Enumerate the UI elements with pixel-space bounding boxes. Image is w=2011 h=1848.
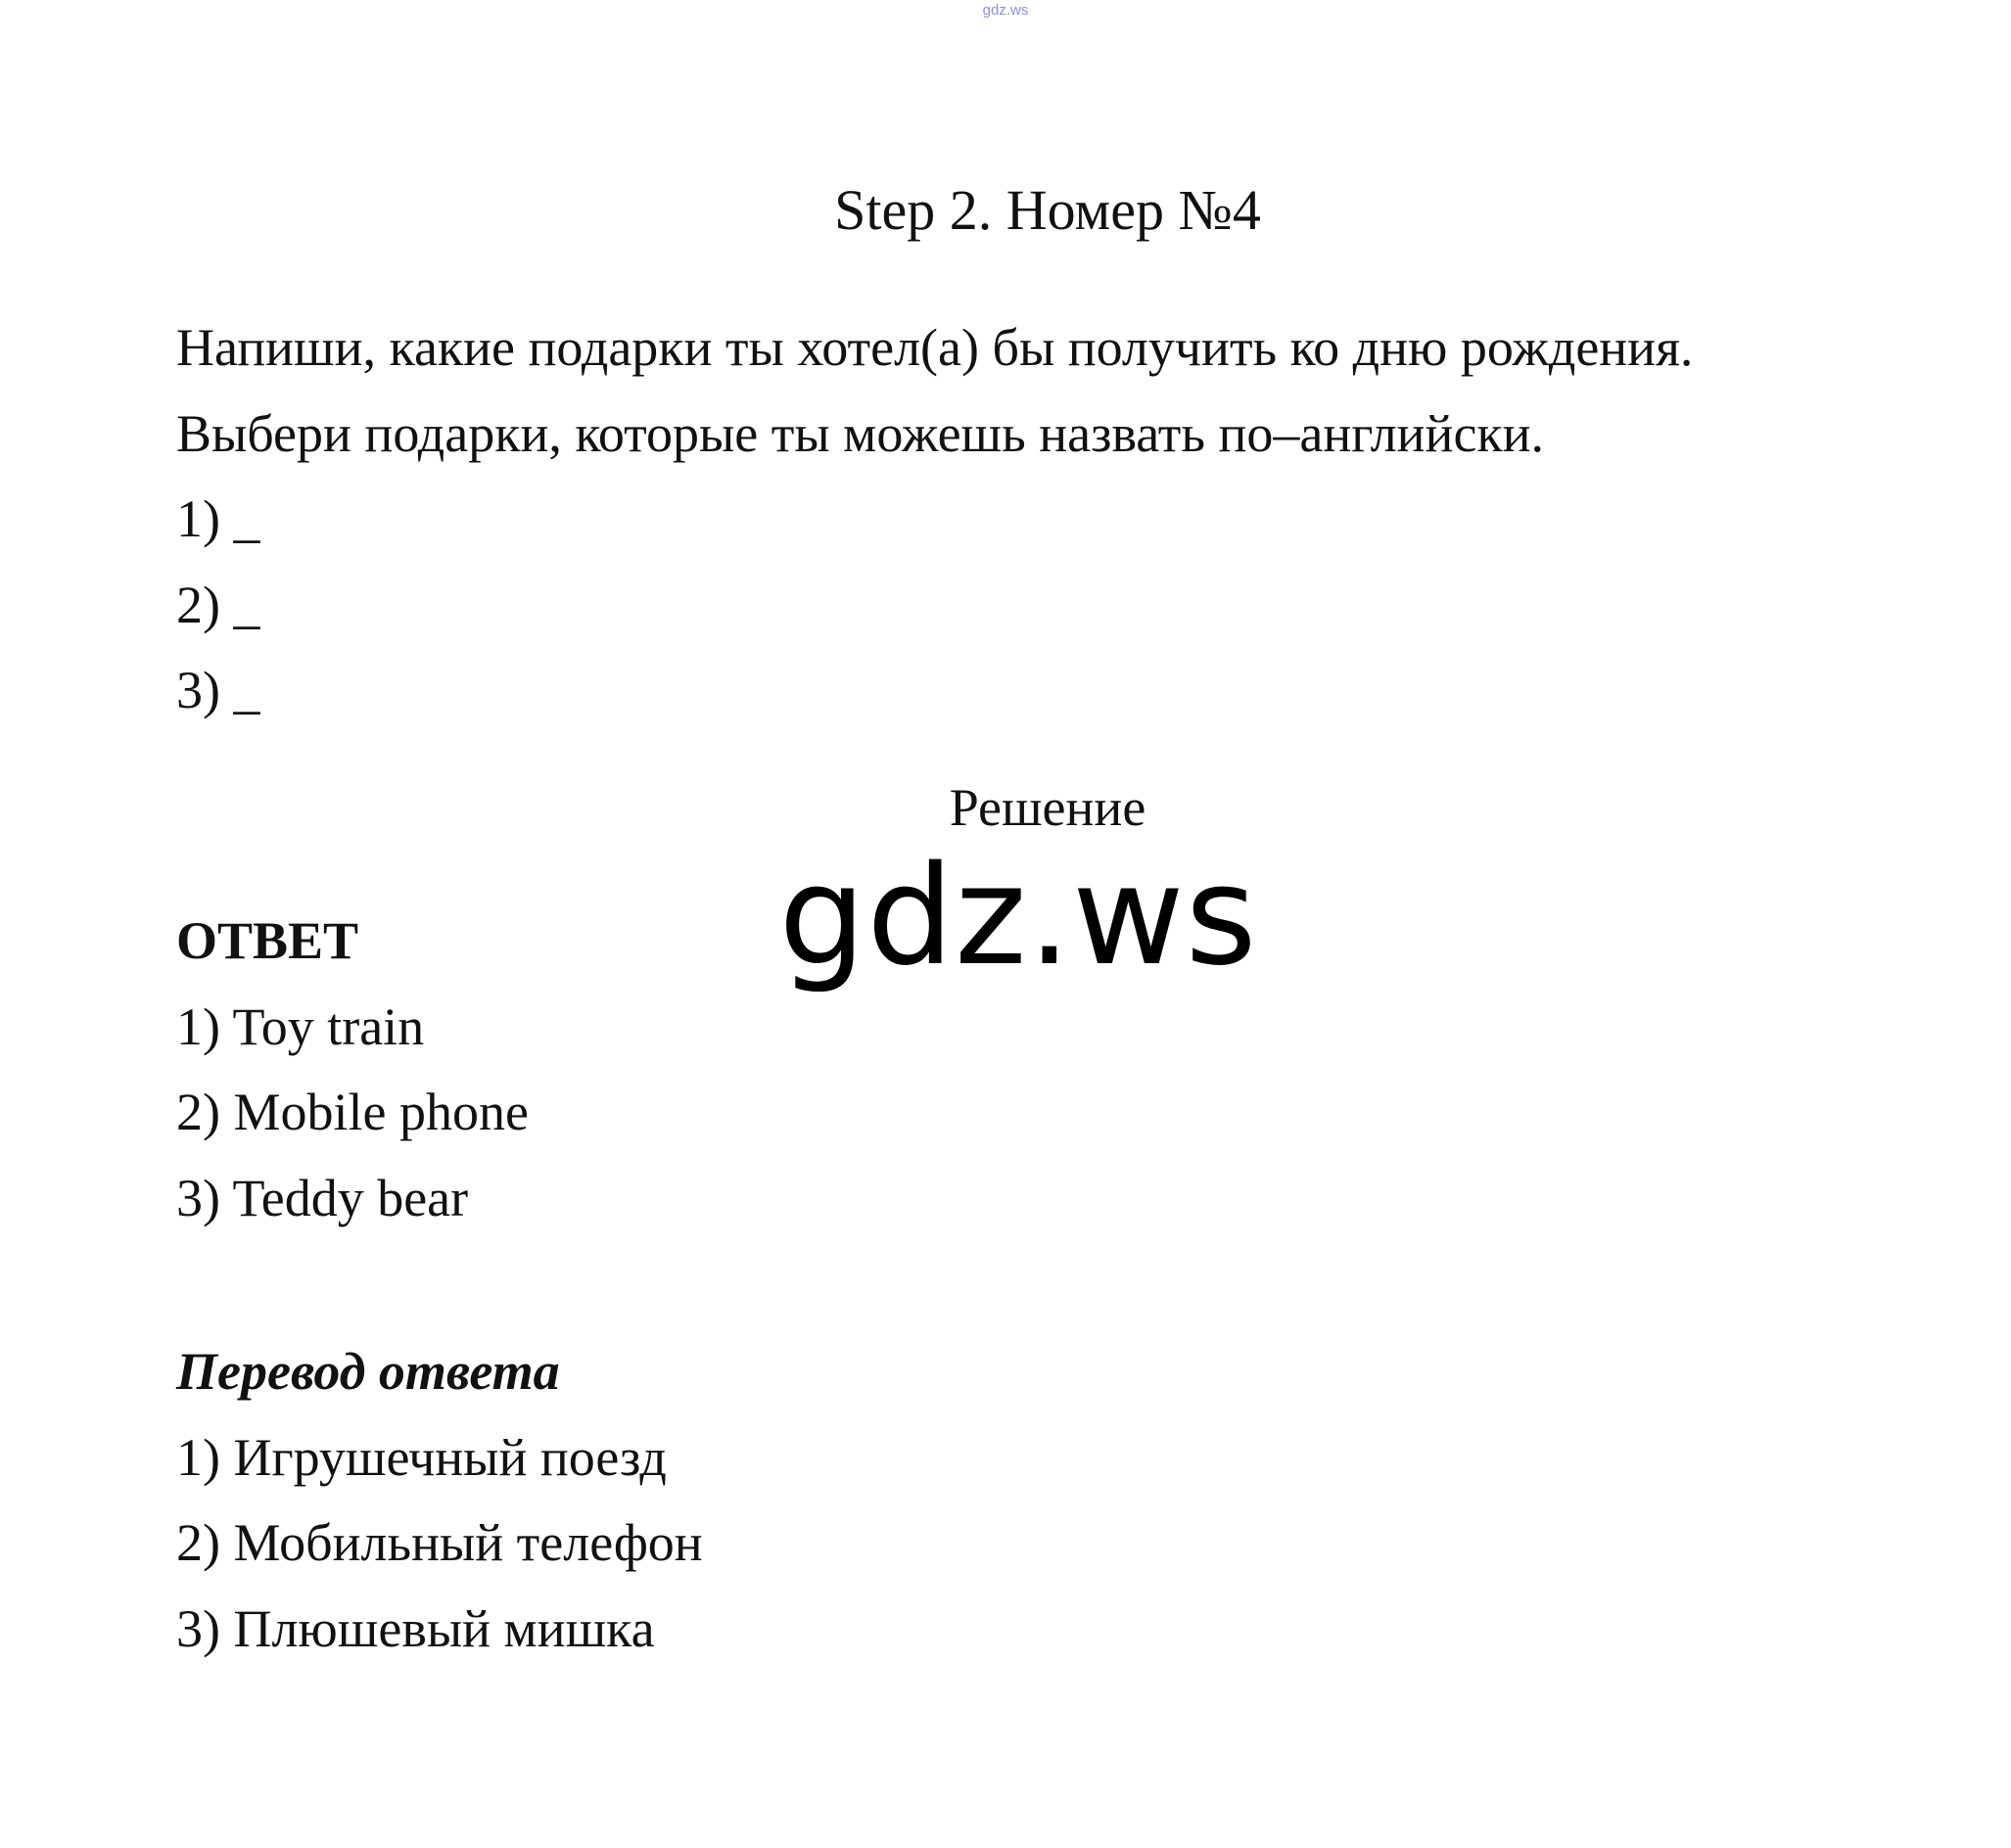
- answer-section: [176, 899, 1351, 1241]
- translation-item-1: 1) Игрушечный поезд: [176, 1427, 667, 1487]
- task-instruction-line-1: Напиши, какие подарки ты хотел(а) бы получить ко дню рождения.: [176, 318, 1694, 377]
- task-instruction-line-2: Выбери подарки, которые ты можешь назвать по–английски.: [176, 403, 1545, 463]
- translation-section: [176, 1329, 1351, 1672]
- task-blank-2: 2) _: [176, 575, 260, 634]
- translation-item-2: 2) Мобильный телефон: [176, 1513, 703, 1572]
- task-blank-1: 1) _: [176, 489, 260, 548]
- task-blank-3: 3) _: [176, 661, 260, 719]
- page-title: Step 2. Номер №4: [834, 178, 1261, 242]
- solution-title: Решение: [949, 778, 1146, 837]
- answer-item-2: 2) Mobile phone: [176, 1083, 529, 1141]
- answer-item-3: 3) Teddy bear: [176, 1168, 469, 1227]
- translation-label: Перевод ответа: [176, 1342, 560, 1401]
- translation-item-3: 3) Плюшевый мишка: [176, 1598, 655, 1658]
- task-section: [176, 305, 1958, 734]
- site-watermark-top: gdz.ws: [982, 2, 1029, 19]
- answer-label: ОТВЕТ: [176, 911, 359, 970]
- site-watermark-large: gdz.ws: [778, 837, 1258, 996]
- answer-item-1: 1) Toy train: [176, 996, 425, 1056]
